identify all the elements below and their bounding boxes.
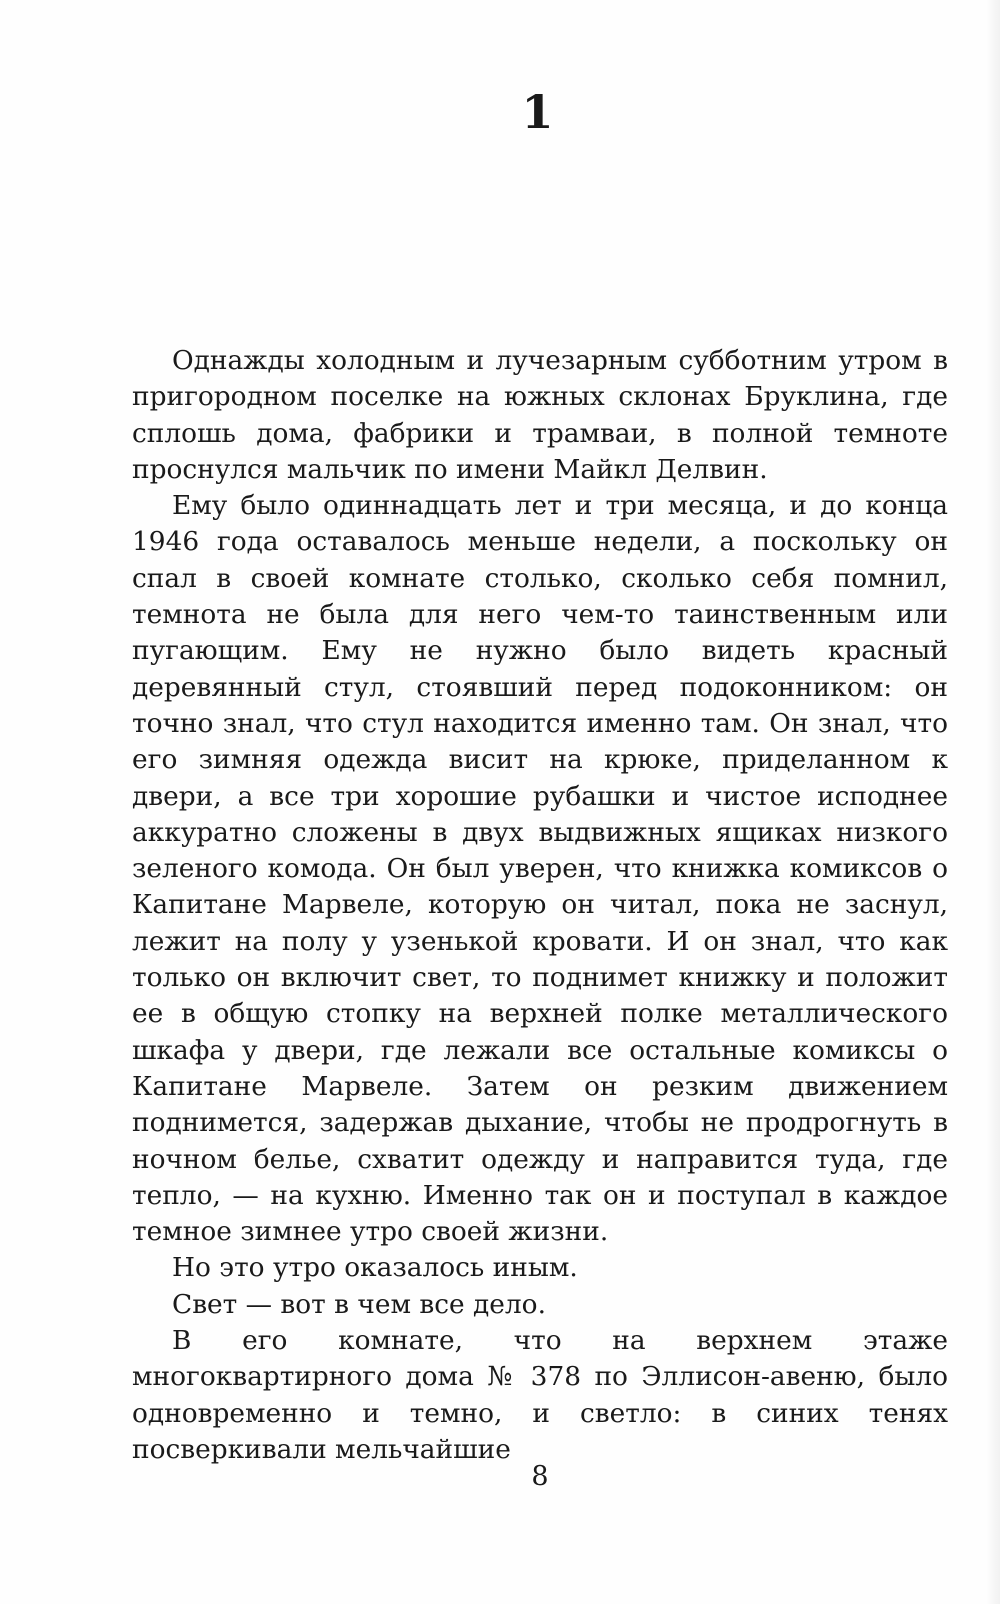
page-number: 8 bbox=[531, 1461, 549, 1492]
chapter-number: 1 bbox=[521, 85, 554, 139]
body-text bbox=[132, 343, 948, 1468]
paragraph: Ему было одиннадцать лет и три месяца, и до конца 1946 года оставалось меньше недели, а поскольку он спал в своей комнате столько, сколько себя помнил, темнота не была для него чем-то таинственным или пугающим. Ему не нужно было видеть красный деревянный стул, стоявший перед подоконником: он точно знал, что стул находится именно там. Он знал, что его зимняя одежда висит на крюке, приделанном к двери, а все три хорошие рубашки и чистое исподнее аккуратно сложены в двух выдвижных ящиках низкого зеленого комода. Он был уверен, что книжка комиксов о Капитане Марвеле, которую он читал, пока не заснул, лежит на полу у узенькой кровати. И он знал, что как только он включит свет, то поднимет книжку и положит ее в общую стопку на верхней полке металлического шкафа у двери, где лежали все остальные комиксы о Капитане Марвеле. Затем он резким движением поднимется, задержав дыхание, чтобы не продрогнуть в ночном белье, схватит одежду и направится туда, где тепло, — на кухню. Именно так он и поступал в каждое темное зимнее утро своей жизни. bbox=[132, 490, 948, 1248]
paragraph: Но это утро оказалось иным. bbox=[172, 1252, 578, 1284]
page-edge-shadow bbox=[986, 0, 1000, 1604]
paragraph: Свет — вот в чем все дело. bbox=[172, 1288, 546, 1320]
paragraph: Однажды холодным и лучезарным субботним утром в пригородном поселке на южных склонах Бруклина, где сплошь дома, фабрики и трамваи, в полной темноте проснулся мальчик по имени Майкл Делвин. bbox=[132, 345, 948, 485]
paragraph: В его комнате, что на верхнем этаже многоквартирного дома № 378 по Эллисон-авеню, было одновременно и темно, и светло: в синих тенях посверкивали мельчайшие bbox=[132, 1325, 948, 1465]
